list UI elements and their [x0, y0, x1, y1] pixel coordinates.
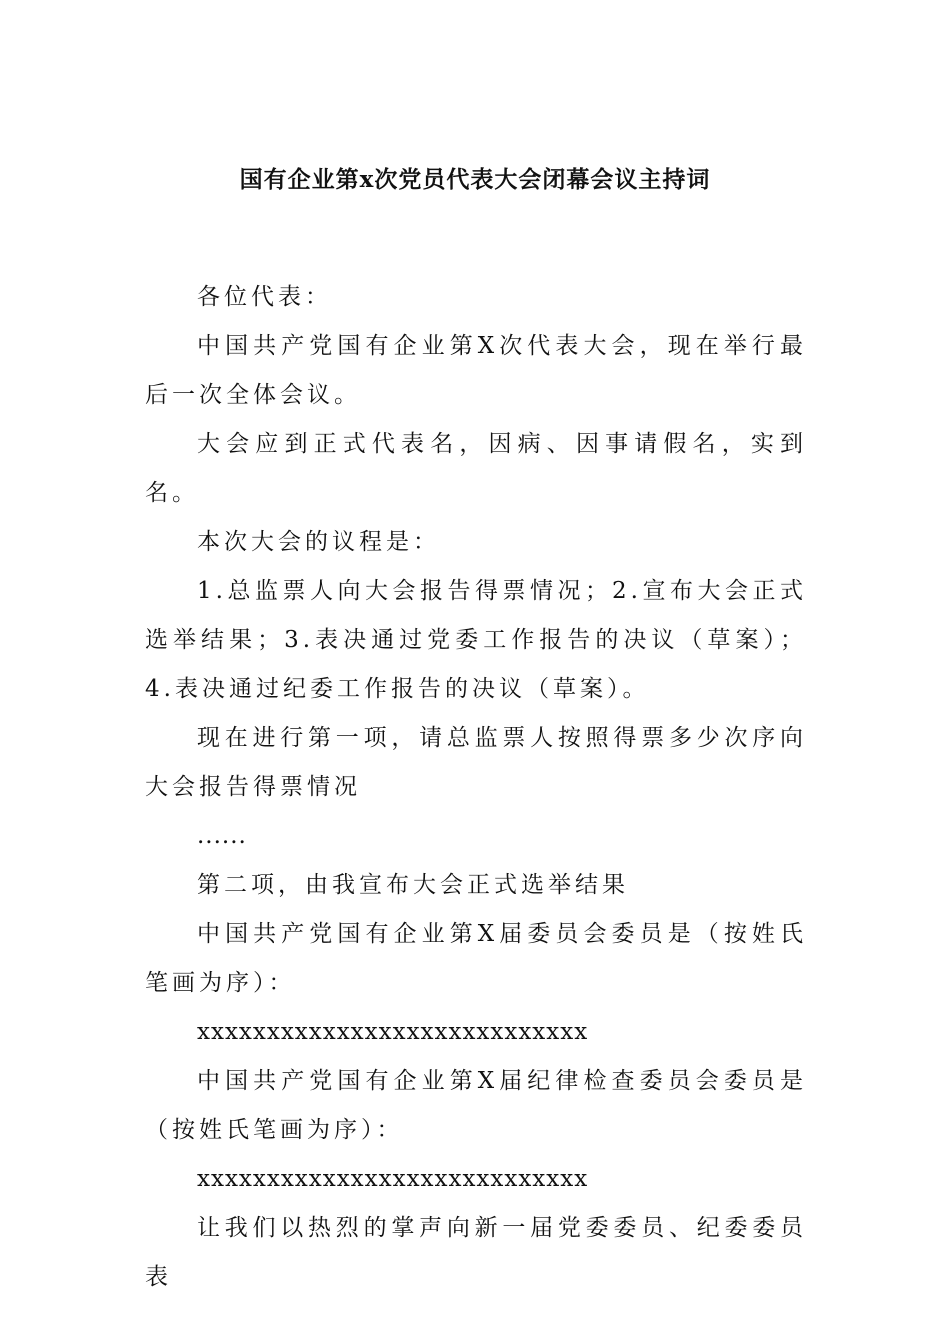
paragraph-item-one: 现在进行第一项，请总监票人按照得票多少次序向大会报告得票情况 [145, 725, 807, 800]
paragraph-applause: 让我们以热烈的掌声向新一届党委委员、纪委委员表 [145, 1215, 807, 1290]
paragraph-salutation: 各位代表： [197, 284, 332, 310]
paragraph-agenda-items: 1.总监票人向大会报告得票情况；2.宣布大会正式选举结果；3.表决通过党委工作报告的决议（草案）；4.表决通过纪委工作报告的决议（草案）。 [145, 578, 807, 702]
document-title: 国有企业第x次党员代表大会闭幕会议主持词 [239, 166, 711, 193]
document-body [145, 273, 807, 1302]
paragraph-discipline-names: xxxxxxxxxxxxxxxxxxxxxxxxxxxx [197, 1166, 589, 1192]
paragraph-opening: 中国共产党国有企业第X次代表大会，现在举行最后一次全体会议。 [145, 333, 807, 408]
paragraph-committee-members: 中国共产党国有企业第X届委员会委员是（按姓氏笔画为序）： [145, 921, 807, 996]
paragraph-discipline-members: 中国共产党国有企业第X届纪律检查委员会委员是（按姓氏笔画为序）： [145, 1068, 807, 1143]
paragraph-agenda-intro: 本次大会的议程是： [197, 529, 440, 555]
paragraph-item-two: 第二项，由我宣布大会正式选举结果 [197, 872, 629, 898]
paragraph-ellipsis: ...... [197, 823, 247, 849]
paragraph-committee-names: xxxxxxxxxxxxxxxxxxxxxxxxxxxx [197, 1019, 589, 1045]
paragraph-attendance: 大会应到正式代表名，因病、因事请假名，实到名。 [145, 431, 807, 506]
